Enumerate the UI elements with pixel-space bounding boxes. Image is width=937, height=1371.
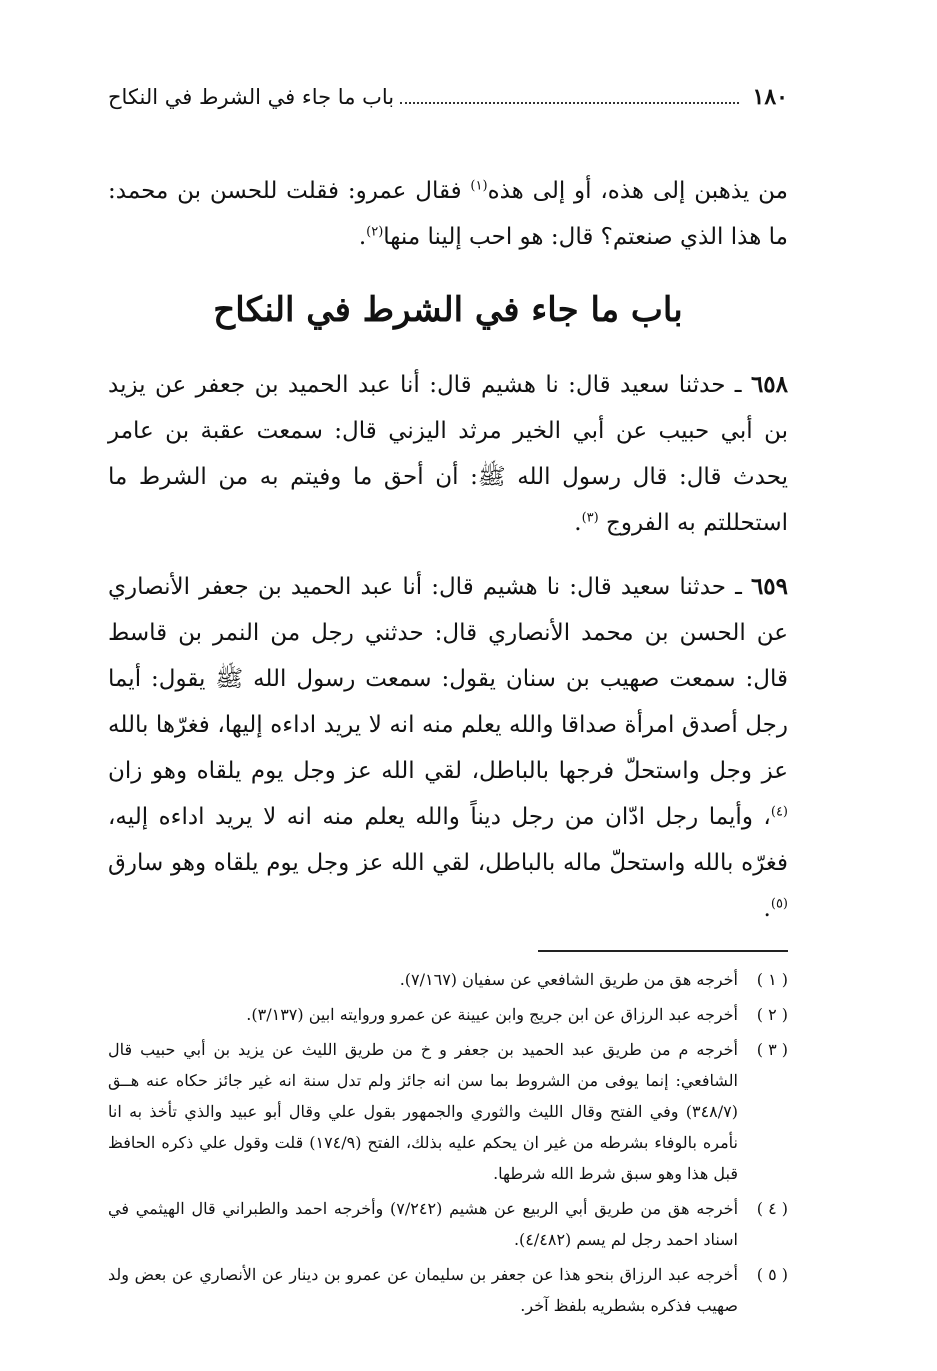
footnote-text: أخرجه م من طريق عبد الحميد بن جعفر و خ من طريق الليث عن يزيد بن أبي حبيب قال الشافعي: إنما يوفى من الشروط بما سن انه جائز ولم تدل سنة انه غير جائز حكاه عنه هــق (٣٤٨/٧) وفي الفتح وقال الليث والثوري والجمهور بقول علي وقال أبو عبيد والذي تأخذ به انا نأمره بالوفاء بشرطه من غير ان يحكم عليه بذلك، الفتح (١٧٤/٩) قلت وقول علي ذكره الحافظ قبل هذا وهو سبق شرط الله شرطها. bbox=[108, 1040, 738, 1183]
hadith-text-continued: ، وأيما رجل ادّان من رجل ديناً والله يعلم منه انه لا يريد اداءه إليه، فغرّه بالله واستحلّ ماله بالباطل، لقي الله عز وجل يوم يلقاه وهو سارق bbox=[108, 804, 788, 876]
footnote-2 bbox=[108, 999, 788, 1030]
hadith-number: ٦٥٩ bbox=[750, 573, 788, 600]
running-title: باب ما جاء في الشرط في النكاح bbox=[108, 85, 395, 109]
hadith-end: . bbox=[763, 896, 771, 922]
hadith-text: ـ حدثنا سعيد قال: نا هشيم قال: أنا عبد الحميد بن جعفر عن يزيد بن أبي حبيب عن أبي الخير مرثد اليزني قال: سمعت عقبة بن عامر يحدث قال: قال رسول الله ﷺ: أن أحق ما وفيتم به من الشرط ما استحللتم به الفروج bbox=[108, 372, 788, 536]
running-header bbox=[108, 84, 788, 124]
intro-text-2: فقال عمرو: فقلت للحسن بن محمد: ما هذا الذي صنعتم؟ قال: هو احب إلينا منها bbox=[108, 178, 788, 250]
footnote-3 bbox=[108, 1034, 788, 1189]
footnote-text: أخرجه هق من طريق الشافعي عن سفيان (٧/١٦٧). bbox=[399, 970, 738, 989]
footnote-ref-1[interactable]: (١) bbox=[470, 178, 488, 194]
hadith-658 bbox=[108, 362, 788, 546]
footnote-ref-5[interactable]: (٥) bbox=[770, 896, 788, 912]
footnote-text: أخرجه عبد الرزاق عن ابن جريج وابن عيينة عن عمرو وروايته ابين (٣/١٣٧). bbox=[246, 1005, 738, 1024]
hadith-number: ٦٥٨ bbox=[750, 371, 788, 398]
footnote-marker: ( ٣ ) bbox=[756, 1040, 788, 1059]
footnote-marker: ( ١ ) bbox=[756, 970, 788, 989]
footnote-ref-4[interactable]: (٤) bbox=[770, 804, 788, 820]
footnote-text: أخرجه عبد الرزاق بنحو هذا عن جعفر بن سليمان عن عمرو بن دينار عن الأنصاري عن بعض ولد صهيب فذكره بشطريه بلفظ آخر. bbox=[108, 1265, 738, 1315]
dotted-leader bbox=[400, 101, 738, 104]
chapter-title: باب ما جاء في الشرط في النكاح bbox=[213, 290, 683, 330]
intro-text-3: . bbox=[358, 224, 367, 250]
footnotes-section bbox=[108, 964, 788, 1321]
hadith-text: ـ حدثنا سعيد قال: نا هشيم قال: أنا عبد الحميد بن جعفر الأنصاري عن الحسن بن محمد الأنصاري قال: حدثني رجل من النمر بن قاسط قال: سمعت صهيب بن سنان يقول: سمعت رسول الله ﷺ يقول: أيما رجل أصدق امرأة صداقا والله يعلم منه انه لا يريد اداءه إليها، فغرّها بالله عز وجل واستحلّ فرجها بالباطل، لقي الله عز وجل يوم يلقاه وهو زان bbox=[108, 574, 788, 784]
footnote-ref-3[interactable]: (٣) bbox=[581, 510, 599, 526]
footnote-divider bbox=[538, 950, 788, 952]
hadith-659 bbox=[108, 564, 788, 932]
intro-paragraph bbox=[108, 168, 788, 260]
intro-text-1: من يذهبن إلى هذه، أو إلى هذه bbox=[487, 178, 788, 204]
book-page bbox=[108, 84, 788, 1325]
footnote-marker: ( ٥ ) bbox=[756, 1265, 788, 1284]
footnote-4 bbox=[108, 1193, 788, 1255]
footnote-5 bbox=[108, 1259, 788, 1321]
page-number: ١٨٠ bbox=[752, 84, 788, 110]
footnote-ref-2[interactable]: (٢) bbox=[366, 224, 384, 240]
footnote-marker: ( ٤ ) bbox=[756, 1199, 788, 1218]
hadith-end: . bbox=[574, 510, 582, 536]
footnote-1 bbox=[108, 964, 788, 995]
footnote-text: أخرجه هق من طريق أبي الربيع عن هشيم (٧/٢٤٢) وأخرجه احمد والطبراني قال الهيثمي في اسناد احمد رجل لم يسم (٤/٤٨٢). bbox=[108, 1199, 739, 1249]
footnote-marker: ( ٢ ) bbox=[756, 1005, 788, 1024]
